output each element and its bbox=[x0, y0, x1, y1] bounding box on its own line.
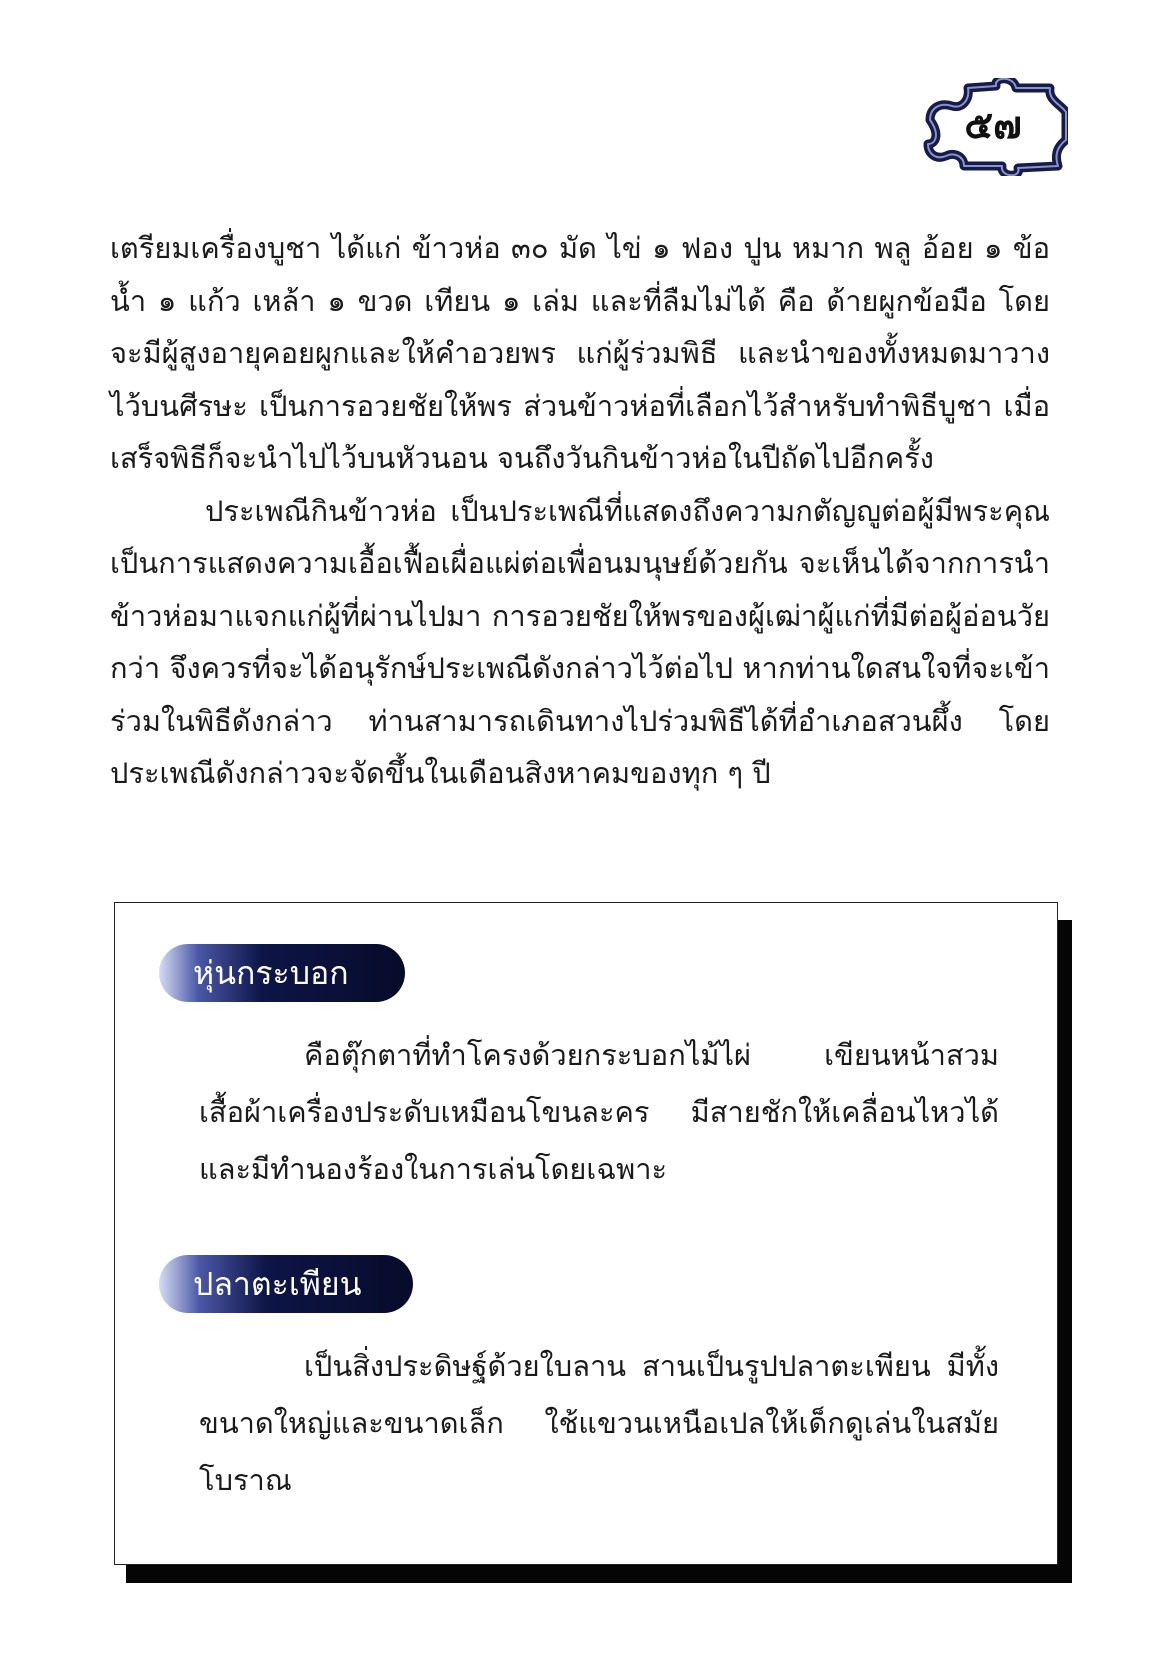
paragraph-offerings: เตรียมเครื่องบูชา ได้แก่ ข้าวห่อ ๓๐ มัด ไข่ ๑ ฟอง ปูน หมาก พลู อ้อย ๑ ข้อ น้ำ ๑ แก้ว เหล้า ๑ ขวด เทียน ๑ เล่ม และที่ลืมไม่ได้ คือ ด้ายผูกข้อมือ โดยจะมีผู้สูงอายุคอยผูกและให้คำอวยพร แก่ผู้ร่วมพิธี และนำของทั้งหมดมาวางไว้บนศีรษะ เป็นการอวยชัยให้พร ส่วนข้าวห่อที่เลือกไว้สำหรับทำพิธีบูชา เมื่อเสร็จพิธีก็จะนำไปไว้บนหัวนอน จนถึงวันกินข้าวห่อในปีถัดไปอีกครั้ง bbox=[110, 231, 1050, 475]
heading-pla-taphian: ปลาตะเพียน bbox=[193, 1265, 362, 1303]
page-number: ๕๗ bbox=[964, 102, 1022, 147]
page-number-badge bbox=[918, 78, 1068, 176]
paragraph-tradition: ประเพณีกินข้าวห่อ เป็นประเพณีที่แสดงถึงความกตัญญูต่อผู้มีพระคุณ เป็นการแสดงความเอื้อเฟื้อเผื่อแผ่ต่อเพื่อนมนุษย์ด้วยกัน จะเห็นได้จากการนำข้าวห่อมาแจกแก่ผู้ที่ผ่านไปมา การอวยชัยให้พรของผู้เฒ่าผู้แก่ที่มีต่อผู้อ่อนวัยกว่า จึงควรที่จะได้อนุรักษ์ประเพณีดังกล่าวไว้ต่อไป หากท่านใดสนใจที่จะเข้าร่วมในพิธีดังกล่าว ท่านสามารถเดินทางไปร่วมพิธีได้ที่อำเภอสวนผึ้ง โดยประเพณีดังกล่าวจะจัดขึ้นในเดือนสิงหาคมของทุก ๆ ปี bbox=[110, 493, 1050, 790]
heading-pill-hun-krabok bbox=[159, 944, 405, 1002]
heading-hun-krabok: หุ่นกระบอก bbox=[193, 954, 349, 992]
text-pla-taphian: เป็นสิ่งประดิษฐ์ด้วยใบลาน สานเป็นรูปปลาตะเพียน มีทั้งขนาดใหญ่และขนาดเล็ก ใช้แขวนเหนือเปลให้เด็กดูเล่นในสมัยโบราณ bbox=[199, 1349, 999, 1497]
info-box bbox=[114, 902, 1058, 1565]
body-text bbox=[110, 222, 1050, 800]
heading-pill-pla-taphian bbox=[159, 1255, 413, 1313]
text-hun-krabok: คือตุ๊กตาที่ทำโครงด้วยกระบอกไม้ไผ่ เขียนหน้าสวม เสื้อผ้าเครื่องประดับเหมือนโขนละคร มีสายชักให้เคลื่อนไหวได้ และมีทำนองร้องในการเล่นโดยเฉพาะ bbox=[199, 1038, 999, 1186]
